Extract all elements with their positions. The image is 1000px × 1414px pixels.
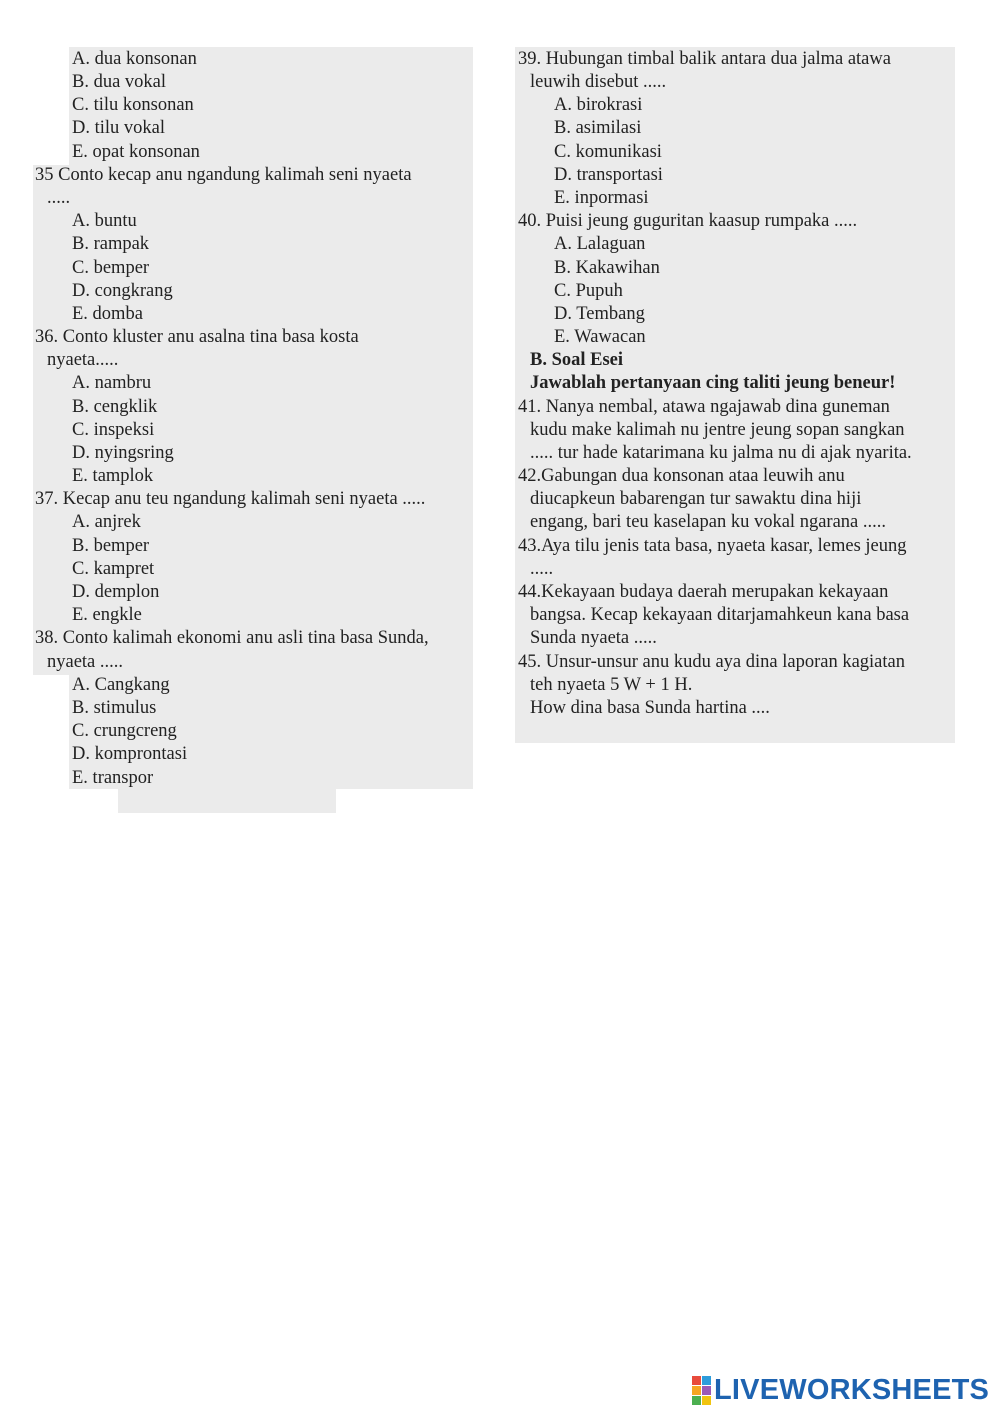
q36-option-b: B. cengklik xyxy=(72,397,158,417)
q42-text-cont-1: diucapkeun babarengan tur sawaktu dina hiji xyxy=(530,489,862,509)
q34-option-a: A. dua konsonan xyxy=(72,49,197,69)
q36-option-e: E. tamplok xyxy=(72,466,154,486)
q42-text: 42.Gabungan dua konsonan ataa leuwih anu xyxy=(518,466,845,486)
q44-text: 44.Kekayaan budaya daerah merupakan kekayaan xyxy=(518,582,889,602)
q38-option-d: D. komprontasi xyxy=(72,744,188,764)
q38-option-c: C. crungcreng xyxy=(72,721,177,741)
q40-option-a: A. Lalaguan xyxy=(554,234,646,254)
q38-option-e: E. transpor xyxy=(72,768,154,788)
q45-text-cont-1: teh nyaeta 5 W + 1 H. xyxy=(530,675,693,695)
q45-text-cont-2: How dina basa Sunda hartina .... xyxy=(530,698,770,718)
q36-option-c: C. inspeksi xyxy=(72,420,155,440)
q36-option-a: A. nambru xyxy=(72,373,152,393)
q39-option-c: C. komunikasi xyxy=(554,142,662,162)
q45-text: 45. Unsur-unsur anu kudu aya dina laporan kagiatan xyxy=(518,652,905,672)
q39-text: 39. Hubungan timbal balik antara dua jalma atawa xyxy=(518,49,891,69)
q39-option-a: A. birokrasi xyxy=(554,95,643,115)
q37-option-b: B. bemper xyxy=(72,536,150,556)
q37-option-e: E. engkle xyxy=(72,605,142,625)
q43-text-cont: ..... xyxy=(530,559,554,579)
q34-option-d: D. tilu vokal xyxy=(72,118,166,138)
q39-option-e: E. inpormasi xyxy=(554,188,649,208)
q36-text: 36. Conto kluster anu asalna tina basa kosta xyxy=(35,327,359,347)
q39-option-d: D. transportasi xyxy=(554,165,663,185)
left-highlight-tail xyxy=(118,789,336,813)
q40-option-d: D. Tembang xyxy=(554,304,645,324)
q35-option-e: E. domba xyxy=(72,304,143,324)
q39-option-b: B. asimilasi xyxy=(554,118,642,138)
q41-text-cont-1: kudu make kalimah nu jentre jeung sopan sangkan xyxy=(530,420,905,440)
logo-squares-icon xyxy=(692,1376,711,1405)
q40-option-e: E. Wawacan xyxy=(554,327,646,347)
q40-option-c: C. Pupuh xyxy=(554,281,623,301)
q35-text-cont: ..... xyxy=(47,188,71,208)
q40-text: 40. Puisi jeung guguritan kaasup rumpaka ..... xyxy=(518,211,858,231)
q35-option-d: D. congkrang xyxy=(72,281,173,301)
q40-option-b: B. Kakawihan xyxy=(554,258,660,278)
logo-text: LIVEWORKSHEETS xyxy=(714,1374,990,1406)
section-b-instruction: Jawablah pertanyaan cing taliti jeung beneur! xyxy=(530,373,896,393)
q39-text-cont: leuwih disebut ..... xyxy=(530,72,667,92)
q36-text-cont: nyaeta..... xyxy=(47,350,119,370)
q35-text: 35 Conto kecap anu ngandung kalimah seni nyaeta xyxy=(35,165,412,185)
q42-text-cont-2: engang, bari teu kaselapan ku vokal ngarana ..... xyxy=(530,512,886,532)
q35-option-a: A. buntu xyxy=(72,211,137,231)
q41-text: 41. Nanya nembal, atawa ngajawab dina guneman xyxy=(518,397,890,417)
q38-option-a: A. Cangkang xyxy=(72,675,170,695)
q38-text-cont: nyaeta ..... xyxy=(47,652,124,672)
q38-text: 38. Conto kalimah ekonomi anu asli tina basa Sunda, xyxy=(35,628,429,648)
q34-option-c: C. tilu konsonan xyxy=(72,95,194,115)
q44-text-cont-1: bangsa. Kecap kekayaan ditarjamahkeun kana basa xyxy=(530,605,910,625)
q36-option-d: D. nyingsring xyxy=(72,443,174,463)
q44-text-cont-2: Sunda nyaeta ..... xyxy=(530,628,657,648)
q41-text-cont-2: ..... tur hade katarimana ku jalma nu di ajak nyarita. xyxy=(530,443,912,463)
q34-option-b: B. dua vokal xyxy=(72,72,167,92)
q37-option-a: A. anjrek xyxy=(72,512,141,532)
q37-text: 37. Kecap anu teu ngandung kalimah seni nyaeta ..... xyxy=(35,489,426,509)
q34-option-e: E. opat konsonan xyxy=(72,142,200,162)
q43-text: 43.Aya tilu jenis tata basa, nyaeta kasar, lemes jeung xyxy=(518,536,907,556)
section-b-heading: B. Soal Esei xyxy=(530,350,624,370)
liveworksheets-logo[interactable] xyxy=(692,1373,989,1407)
q38-option-b: B. stimulus xyxy=(72,698,157,718)
q37-option-d: D. demplon xyxy=(72,582,160,602)
q35-option-b: B. rampak xyxy=(72,234,150,254)
q37-option-c: C. kampret xyxy=(72,559,155,579)
q35-option-c: C. bemper xyxy=(72,258,150,278)
